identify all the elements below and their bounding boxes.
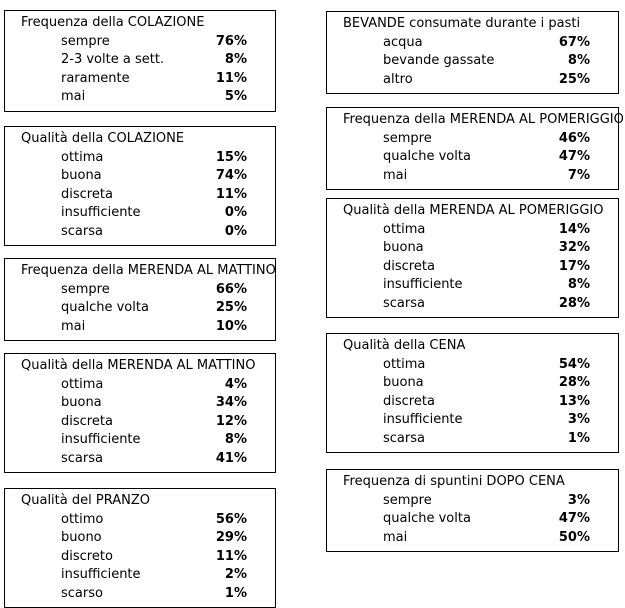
table-row bbox=[327, 374, 618, 393]
table-row bbox=[5, 394, 275, 413]
table-row bbox=[5, 548, 275, 567]
table-row bbox=[327, 148, 618, 167]
table-row bbox=[5, 585, 275, 604]
panel-title: Frequenza della MERENDA AL MATTINO bbox=[21, 263, 276, 278]
row-label: insufficiente bbox=[61, 205, 141, 220]
row-label: insufficiente bbox=[383, 412, 463, 427]
panel-frequenza-merenda-mattino bbox=[4, 258, 276, 341]
row-label: ottima bbox=[383, 221, 426, 237]
row-value: 3% bbox=[567, 492, 590, 508]
table-row bbox=[327, 34, 618, 53]
table-row bbox=[327, 130, 618, 149]
row-value: 10% bbox=[215, 318, 247, 334]
table-row bbox=[5, 450, 275, 469]
row-value: 28% bbox=[558, 295, 590, 311]
row-label: scarsa bbox=[61, 450, 103, 466]
panel-title: Frequenza di spuntini DOPO CENA bbox=[343, 474, 565, 489]
row-label: altro bbox=[383, 71, 413, 87]
row-value: 0% bbox=[224, 223, 247, 239]
row-label: mai bbox=[383, 167, 408, 183]
table-row bbox=[327, 239, 618, 258]
row-value: 34% bbox=[215, 395, 247, 410]
row-label: mai bbox=[383, 529, 408, 545]
row-label: bevande gassate bbox=[383, 53, 495, 68]
row-value: 67% bbox=[558, 34, 590, 50]
table-row bbox=[5, 431, 275, 450]
table-row bbox=[5, 186, 275, 205]
table-row bbox=[327, 295, 618, 314]
row-label: acqua bbox=[383, 34, 423, 50]
row-value: 47% bbox=[558, 149, 590, 164]
row-value: 56% bbox=[215, 511, 247, 527]
row-label: sempre bbox=[383, 492, 432, 508]
table-row bbox=[327, 529, 618, 548]
table-row bbox=[5, 299, 275, 318]
row-label: sempre bbox=[61, 33, 110, 49]
row-value: 1% bbox=[567, 430, 590, 446]
table-row bbox=[327, 71, 618, 90]
row-value: 29% bbox=[215, 530, 247, 545]
row-label: qualche volta bbox=[61, 300, 149, 315]
table-row bbox=[5, 376, 275, 395]
row-value: 8% bbox=[224, 432, 247, 447]
row-label: sempre bbox=[61, 281, 110, 297]
panel-title: Qualità della MERENDA AL POMERIGGIO bbox=[343, 203, 604, 218]
table-row bbox=[327, 510, 618, 529]
panel-qualita-merenda-mattino bbox=[4, 353, 276, 473]
table-row bbox=[5, 413, 275, 432]
row-value: 28% bbox=[558, 375, 590, 390]
row-value: 74% bbox=[215, 168, 247, 183]
table-row bbox=[5, 529, 275, 548]
table-row bbox=[327, 52, 618, 71]
panel-title: Frequenza della MERENDA AL POMERIGGIO bbox=[343, 112, 624, 127]
row-value: 25% bbox=[215, 300, 247, 315]
row-label: buona bbox=[61, 395, 102, 410]
table-row bbox=[327, 411, 618, 430]
row-label: scarsa bbox=[61, 223, 103, 239]
row-value: 4% bbox=[224, 376, 247, 392]
row-label: scarsa bbox=[383, 295, 425, 311]
row-label: discreto bbox=[61, 548, 113, 564]
row-label: mai bbox=[61, 89, 86, 104]
table-row bbox=[5, 223, 275, 242]
row-value: 25% bbox=[558, 71, 590, 87]
row-value: 8% bbox=[567, 277, 590, 292]
row-label: insufficiente bbox=[383, 277, 463, 292]
row-label: ottima bbox=[383, 356, 426, 372]
row-label: sempre bbox=[383, 130, 432, 146]
panel-qualita-cena bbox=[326, 333, 619, 453]
row-value: 3% bbox=[567, 412, 590, 427]
row-label: qualche volta bbox=[383, 511, 471, 526]
row-value: 1% bbox=[224, 585, 247, 601]
table-row bbox=[5, 51, 275, 70]
table-row bbox=[5, 204, 275, 223]
row-label: ottima bbox=[61, 149, 104, 165]
row-label: buona bbox=[383, 240, 424, 255]
table-row bbox=[5, 88, 275, 107]
row-label: mai bbox=[61, 318, 86, 334]
row-label: discreta bbox=[61, 186, 113, 202]
table-row bbox=[5, 70, 275, 89]
row-value: 47% bbox=[558, 511, 590, 526]
row-label: ottimo bbox=[61, 511, 104, 527]
panel-title: BEVANDE consumate durante i pasti bbox=[343, 16, 581, 31]
row-value: 5% bbox=[224, 89, 247, 104]
table-row bbox=[327, 430, 618, 449]
row-value: 0% bbox=[224, 205, 247, 220]
row-value: 13% bbox=[558, 393, 590, 409]
row-value: 32% bbox=[558, 240, 590, 255]
row-value: 17% bbox=[558, 258, 590, 274]
row-label: scarsa bbox=[383, 430, 425, 446]
panel-title: Qualità della COLAZIONE bbox=[21, 131, 185, 146]
row-value: 15% bbox=[215, 149, 247, 165]
table-row bbox=[327, 221, 618, 240]
table-row bbox=[327, 258, 618, 277]
table-row bbox=[327, 276, 618, 295]
row-label: insufficiente bbox=[61, 567, 141, 582]
row-label: buona bbox=[61, 168, 102, 183]
table-row bbox=[327, 356, 618, 375]
table-row bbox=[327, 492, 618, 511]
panel-qualita-pranzo bbox=[4, 488, 276, 608]
table-row bbox=[327, 393, 618, 412]
table-row bbox=[5, 318, 275, 337]
panel-qualita-colazione bbox=[4, 126, 276, 246]
row-value: 46% bbox=[558, 130, 590, 146]
panel-title: Qualità della CENA bbox=[343, 338, 466, 353]
table-row bbox=[5, 33, 275, 52]
row-label: discreta bbox=[61, 413, 113, 429]
panel-title: Qualità del PRANZO bbox=[21, 493, 150, 508]
row-label: buona bbox=[383, 375, 424, 390]
row-label: ottima bbox=[61, 376, 104, 392]
row-value: 8% bbox=[567, 53, 590, 68]
panel-frequenza-spuntini-dopo-cena bbox=[326, 469, 619, 552]
table-row bbox=[5, 167, 275, 186]
row-value: 14% bbox=[558, 221, 590, 237]
row-value: 2% bbox=[224, 567, 247, 582]
panel-qualita-merenda-pomeriggio bbox=[326, 198, 619, 318]
row-label: scarso bbox=[61, 585, 103, 601]
row-value: 54% bbox=[558, 356, 590, 372]
row-label: discreta bbox=[383, 258, 435, 274]
panel-frequenza-merenda-pomeriggio bbox=[326, 107, 624, 190]
panel-frequenza-colazione bbox=[4, 10, 276, 112]
table-row bbox=[5, 149, 275, 168]
panel-title: Frequenza della COLAZIONE bbox=[21, 15, 205, 30]
row-value: 11% bbox=[215, 548, 247, 564]
row-value: 12% bbox=[215, 413, 247, 429]
row-value: 41% bbox=[215, 450, 247, 466]
row-label: insufficiente bbox=[61, 432, 141, 447]
row-label: raramente bbox=[61, 70, 130, 86]
row-value: 8% bbox=[224, 52, 247, 67]
row-value: 76% bbox=[215, 33, 247, 49]
panel-bevande-pasti bbox=[326, 11, 619, 94]
row-label: qualche volta bbox=[383, 149, 471, 164]
panel-title: Qualità della MERENDA AL MATTINO bbox=[21, 358, 256, 373]
table-row bbox=[5, 566, 275, 585]
table-row bbox=[5, 281, 275, 300]
row-label: discreta bbox=[383, 393, 435, 409]
row-value: 50% bbox=[558, 529, 590, 545]
row-value: 11% bbox=[215, 186, 247, 202]
row-label: buono bbox=[61, 530, 102, 545]
row-label: 2-3 volte a sett. bbox=[61, 52, 165, 67]
row-value: 11% bbox=[215, 70, 247, 86]
table-row bbox=[5, 511, 275, 530]
row-value: 66% bbox=[215, 281, 247, 297]
table-row bbox=[327, 167, 618, 186]
row-value: 7% bbox=[567, 167, 590, 183]
